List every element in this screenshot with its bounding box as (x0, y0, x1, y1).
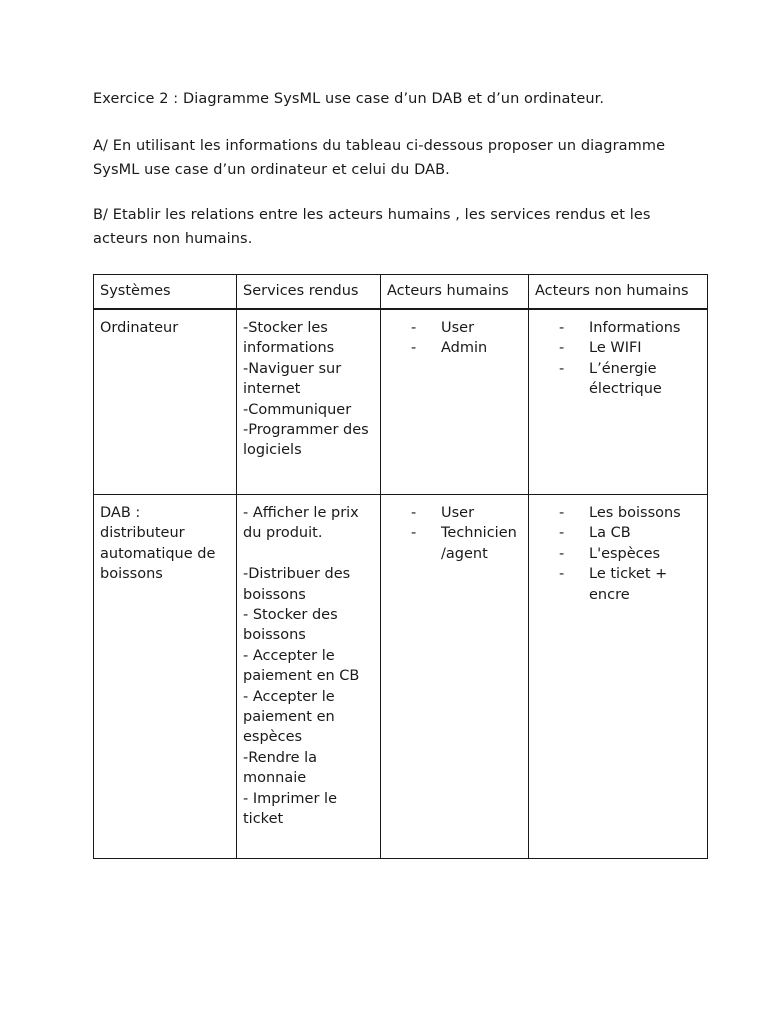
list-dash-marker: - (411, 340, 417, 357)
cell-human-actors (381, 309, 529, 495)
actor-list (535, 318, 701, 400)
question-b-line: B/ Etablir les relations entre les acteurs humains , les services rendus et les (93, 207, 651, 223)
list-item (559, 318, 701, 338)
list-item-text: électrique (589, 381, 662, 398)
table-row (94, 309, 708, 495)
cell-text-line: paiement en CB (243, 668, 360, 685)
cell-text-line: -Naviguer sur (243, 360, 342, 377)
list-item-text: User (441, 505, 475, 521)
cell-text-line: monnaie (243, 770, 307, 787)
cell-text-line: distributeur (100, 525, 185, 542)
cell-services (237, 495, 381, 859)
list-item-text: encre (589, 586, 630, 603)
list-item (559, 338, 701, 358)
actor-list (535, 503, 701, 605)
list-item-text: Le ticket + (589, 566, 668, 583)
header-services: Services rendus (237, 275, 381, 310)
list-dash-marker: - (559, 340, 565, 357)
cell-text-line: -Distribuer des (243, 566, 351, 583)
cell-text-line: - Imprimer le (243, 790, 338, 807)
question-a-line: SysML use case d’un ordinateur et celui du DAB. (93, 162, 450, 178)
question-b-line: acteurs non humains. (93, 231, 253, 247)
list-item-text: User (441, 320, 475, 336)
actor-list (387, 318, 522, 359)
list-dash-marker: - (411, 505, 417, 521)
cell-text-line: paiement en (243, 709, 335, 726)
list-item (411, 338, 522, 358)
list-item-text: Informations (589, 320, 681, 336)
list-item (411, 503, 522, 523)
list-item-text: L'espèces (589, 545, 661, 562)
cell-text-line: -Rendre la (243, 749, 318, 766)
cell-non-human-actors (529, 309, 708, 495)
header-human-actors: Acteurs humains (381, 275, 529, 310)
cell-system (94, 495, 237, 859)
table-header-row (94, 275, 708, 310)
list-item-text: Technicien (441, 525, 517, 542)
cell-text-line: ticket (243, 811, 284, 828)
cell-text-line: du produit. (243, 525, 323, 542)
list-dash-marker: - (559, 505, 565, 521)
question-b (93, 203, 703, 251)
list-dash-marker: - (559, 360, 565, 377)
cell-text-line: -Programmer des (243, 422, 369, 439)
header-systems: Systèmes (94, 275, 237, 310)
cell-text-line: automatique de (100, 545, 216, 562)
cell-text-line: boissons (243, 627, 306, 644)
cell-text-line: -Stocker les (243, 320, 328, 336)
cell-system (94, 309, 237, 495)
list-item-text: Le WIFI (589, 340, 642, 357)
list-item (559, 359, 701, 400)
list-dash-marker: - (411, 525, 417, 542)
list-dash-marker: - (559, 545, 565, 562)
cell-text-line: - Accepter le (243, 647, 335, 664)
cell-non-human-actors (529, 495, 708, 859)
list-item-text: Les boissons (589, 505, 681, 521)
list-item (559, 523, 701, 543)
actor-list (387, 503, 522, 564)
list-item (559, 503, 701, 523)
cell-text-line: internet (243, 381, 301, 398)
list-item-text: La CB (589, 525, 631, 542)
list-item (411, 523, 522, 564)
cell-text-line: - Accepter le (243, 688, 335, 705)
table-row (94, 495, 708, 859)
question-a-line: A/ En utilisant les informations du tableau ci-dessous proposer un diagramme (93, 138, 666, 154)
cell-text-line: logiciels (243, 442, 302, 459)
list-item (559, 564, 701, 605)
list-item (411, 318, 522, 338)
exercise-title: Exercice 2 : Diagramme SysML use case d’un DAB et d’un ordinateur. (93, 91, 605, 107)
list-item-text: Admin (441, 340, 488, 357)
list-dash-marker: - (559, 566, 565, 583)
cell-text-line: Ordinateur (100, 320, 179, 336)
list-item-text: /agent (441, 545, 488, 562)
cell-human-actors (381, 495, 529, 859)
list-item (559, 544, 701, 564)
cell-text-line: informations (243, 340, 335, 357)
systems-table (93, 274, 708, 859)
cell-text-line: DAB : (100, 505, 141, 521)
list-dash-marker: - (411, 320, 417, 336)
cell-text-line: - Stocker des (243, 607, 338, 624)
question-a (93, 134, 703, 182)
blank-line (243, 544, 374, 564)
cell-text-line: boissons (100, 566, 163, 583)
list-item-text: L’énergie (589, 360, 657, 377)
list-dash-marker: - (559, 320, 565, 336)
header-non-human-actors: Acteurs non humains (529, 275, 708, 310)
cell-text-line: -Communiquer (243, 401, 352, 418)
cell-text-line: boissons (243, 586, 306, 603)
cell-text-line: espèces (243, 729, 303, 746)
cell-text-line: - Afficher le prix (243, 505, 359, 521)
list-dash-marker: - (559, 525, 565, 542)
cell-services (237, 309, 381, 495)
